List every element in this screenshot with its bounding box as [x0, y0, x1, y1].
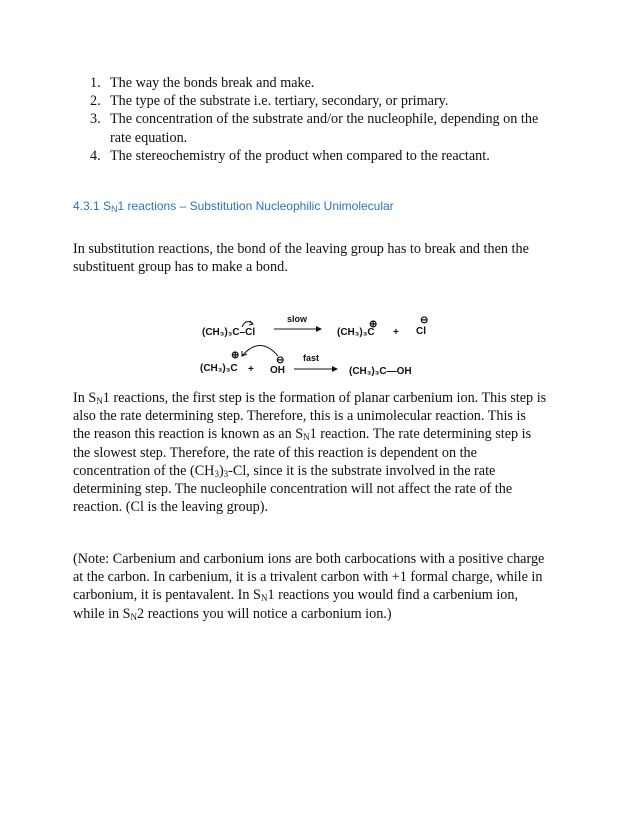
sn1-explanation-paragraph: In $S_N1$ reactions, the first step is the formation of planar carbenium ion. This step is also the rate determining step. Therefore, this is a unimolecular reaction. This is the reason this reaction is known as an $S_N1$ reaction. The rate determining step is the slowest step. Therefore, the rate of this reaction is dependent on the concentration of the $(CH_3)_3-Cl$, since it is the substrate involved in the rate determining step. The nucleophile concentration will not affect the rate of the reaction. (Cl is the leaving group).: [73, 390, 547, 516]
carbocation-product: (CH₃)₃C: [337, 327, 375, 338]
list-text: The way the bonds break and make.: [110, 75, 315, 91]
hydroxide-nucleophile: OH: [270, 365, 285, 376]
positive-charge-icon: ⊕: [231, 350, 240, 361]
positive-charge-icon: ⊕: [369, 319, 378, 330]
reaction-arrow-head-icon: [316, 326, 322, 332]
reactant-formula: (CH₃)₃C–Cl: [202, 327, 256, 338]
list-item: [73, 147, 563, 165]
list-text-continued: rate equation.: [110, 129, 188, 146]
section-heading: 4.3.1 $S_N1$ reactions – Substitution Nucleophilic Unimolecular: [73, 199, 394, 214]
negative-charge-icon: ⊖: [420, 315, 429, 326]
plus-sign: +: [393, 327, 399, 338]
curved-arrow-icon: [242, 346, 278, 357]
list-number: 4.: [90, 147, 101, 164]
factor-list: [73, 74, 563, 165]
fast-label: fast: [303, 353, 320, 363]
slow-label: slow: [287, 314, 308, 324]
list-number: 1.: [90, 75, 101, 91]
list-item: [73, 92, 563, 110]
chloride-ion: Cl: [416, 326, 426, 337]
alcohol-product: (CH₃)₃C—OH: [349, 366, 412, 377]
list-text: The stereochemistry of the product when compared to the reactant.: [110, 147, 490, 164]
reaction-arrow-head-icon: [332, 366, 338, 372]
plus-sign: +: [248, 364, 254, 375]
list-number: 2.: [90, 93, 101, 110]
negative-charge-icon: ⊖: [276, 355, 285, 366]
carbocation-reactant: (CH₃)₃C: [200, 363, 238, 374]
intro-paragraph: In substitution reactions, the bond of the leaving group has to break and then the substituent group has to make a bond.: [73, 241, 529, 276]
list-number: 3.: [90, 111, 101, 128]
list-text: The type of the substrate i.e. tertiary, secondary, or primary.: [110, 93, 449, 110]
note-paragraph: (Note: Carbenium and carbonium ions are both carbocations with a positive charge at the carbon. In carbenium, it is a trivalent carbon with +1 formal charge, while in carbonium, it is pentavalent. In $S_N1$ reactions you would find a carbenium ion, while in $S_N2$ reactions you will notice a carbonium ion.): [73, 551, 545, 622]
list-text: The concentration of the substrate and/or the nucleophile, depending on the: [110, 111, 539, 128]
sn1-mechanism-scheme: [190, 305, 450, 383]
list-item: [73, 74, 563, 92]
list-item: [73, 110, 563, 146]
